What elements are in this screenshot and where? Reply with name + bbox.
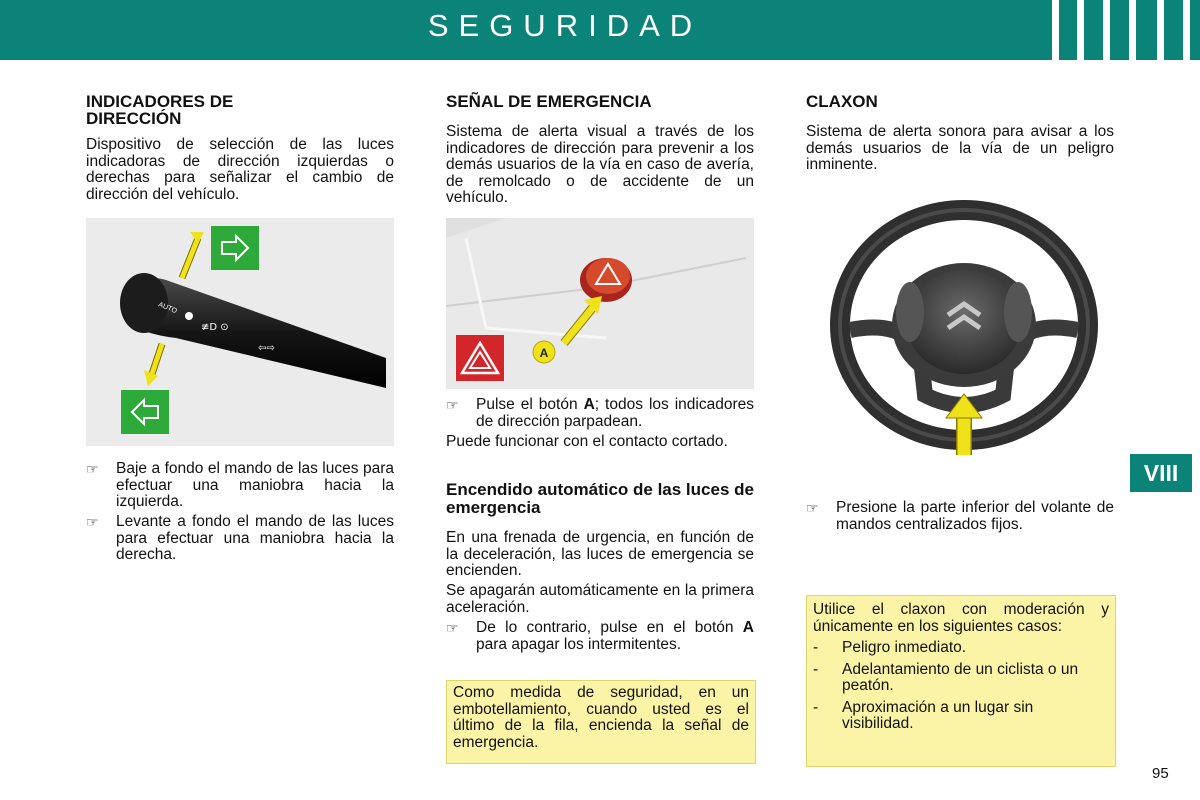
header-stripe [1077, 0, 1084, 60]
note-item [813, 640, 1109, 657]
hazard-button-photo [446, 218, 754, 389]
turn-left-text: Baje a fondo el mando de las luces para efectuar una maniobra hacia la izquierda. [116, 460, 394, 510]
svg-text:⇦⇨: ⇦⇨ [258, 343, 275, 354]
button-a-label: A [539, 346, 549, 360]
steering-wheel-illustration [830, 200, 1098, 462]
auto-hazard-para2: Se apagarán automáticamente en la primera aceleración. [446, 582, 754, 616]
press-a-bullet [446, 397, 754, 430]
pointing-hand-icon: ☞ [86, 514, 99, 530]
header-stripe [1157, 0, 1164, 60]
auto-hazard-para1: En una frenada de urgencia, en función de la deceleración, las luces de emergencia se encienden. [446, 529, 754, 579]
note-item-text: Adelantamiento de un ciclista o un peatón. [842, 660, 1079, 694]
section-title: SEGURIDAD [427, 8, 703, 43]
page-header [0, 0, 1200, 60]
pointing-hand-icon: ☞ [446, 620, 459, 636]
svg-text:≢D ⊙: ≢D ⊙ [201, 322, 229, 333]
press-a-text [476, 397, 754, 430]
dash-mark: - [813, 639, 819, 656]
switch-off-bullet [446, 620, 754, 653]
stalk-illustration [86, 218, 394, 446]
page-number: 95 [1152, 765, 1169, 782]
switch-off-post: para apagar los intermitentes. [476, 635, 682, 653]
press-a-pre: Pulse el botón [476, 396, 584, 413]
horn-usage-note [806, 595, 1116, 767]
switch-off-text [476, 620, 754, 653]
turn-left-bullet [86, 461, 394, 511]
hazard-title: SEÑAL DE EMERGENCIA [446, 92, 652, 111]
note-item-text: Aproximación a un lugar sin visibilidad. [842, 698, 1034, 732]
header-stripe [1129, 0, 1136, 60]
header-stripe [1052, 0, 1059, 60]
turn-signal-intro: Dispositivo de selección de las luces indicadoras de dirección izquierdas o derechas para señalizar el cambio de dirección del vehículo. [86, 136, 394, 203]
dash-mark: - [813, 660, 819, 678]
switch-off-pre: De lo contrario, pulse en el botón [476, 619, 743, 636]
switch-off-bold: A [742, 619, 754, 636]
press-a-post: ; todos los indicadores de dirección parpadean. [476, 396, 755, 430]
turn-right-bullet [86, 514, 394, 564]
turn-right-text: Levante a fondo el mando de las luces para efectuar una maniobra hacia la derecha. [116, 513, 394, 563]
hazard-safety-note [446, 680, 756, 764]
turn-signal-stalk-photo [86, 218, 394, 446]
steering-wheel-photo [830, 200, 1098, 462]
note-item [813, 662, 1109, 695]
pointing-hand-icon: ☞ [806, 500, 819, 516]
note-item [813, 700, 1109, 733]
horn-intro: Sistema de alerta sonora para avisar a los demás usuarios de la vía de un peligro inminente. [806, 123, 1114, 173]
pointing-hand-icon: ☞ [446, 397, 459, 413]
header-stripe [1183, 0, 1190, 60]
chapter-tab[interactable]: VIII [1130, 454, 1192, 492]
press-horn-text: Presione la parte inferior del volante de mandos centralizados fijos. [836, 499, 1114, 533]
right-signal-icon [211, 226, 259, 270]
contact-text: Puede funcionar con el contacto cortado. [446, 433, 728, 450]
pointing-hand-icon: ☞ [86, 461, 99, 477]
left-signal-icon [121, 390, 169, 434]
header-stripe [1103, 0, 1110, 60]
horn-note-intro: Utilice el claxon con moderación y únicamente en los siguientes casos: [813, 601, 1109, 635]
hazard-note-text: Como medida de seguridad, en un embotellamiento, cuando usted es el último de la fila, encienda la señal de emergencia. [453, 684, 749, 751]
auto-hazard-subtitle: Encendido automático de las luces de emergencia [446, 480, 754, 517]
auto-label: AUTO [157, 301, 178, 316]
press-a-bold: A [583, 396, 595, 413]
note-item-text: Peligro inmediato. [842, 639, 967, 656]
dash-mark: - [813, 698, 819, 716]
hazard-illustration [446, 218, 754, 389]
horn-title: CLAXON [806, 92, 878, 111]
hazard-intro: Sistema de alerta visual a través de los indicadores de dirección para prevenir a los demás usuarios de la vía en caso de avería, de remolcado o de accidente de un vehículo. [446, 123, 754, 206]
turn-signal-title: INDICADORES DE DIRECCIÓN [86, 92, 234, 128]
press-horn-bullet [806, 500, 1114, 533]
